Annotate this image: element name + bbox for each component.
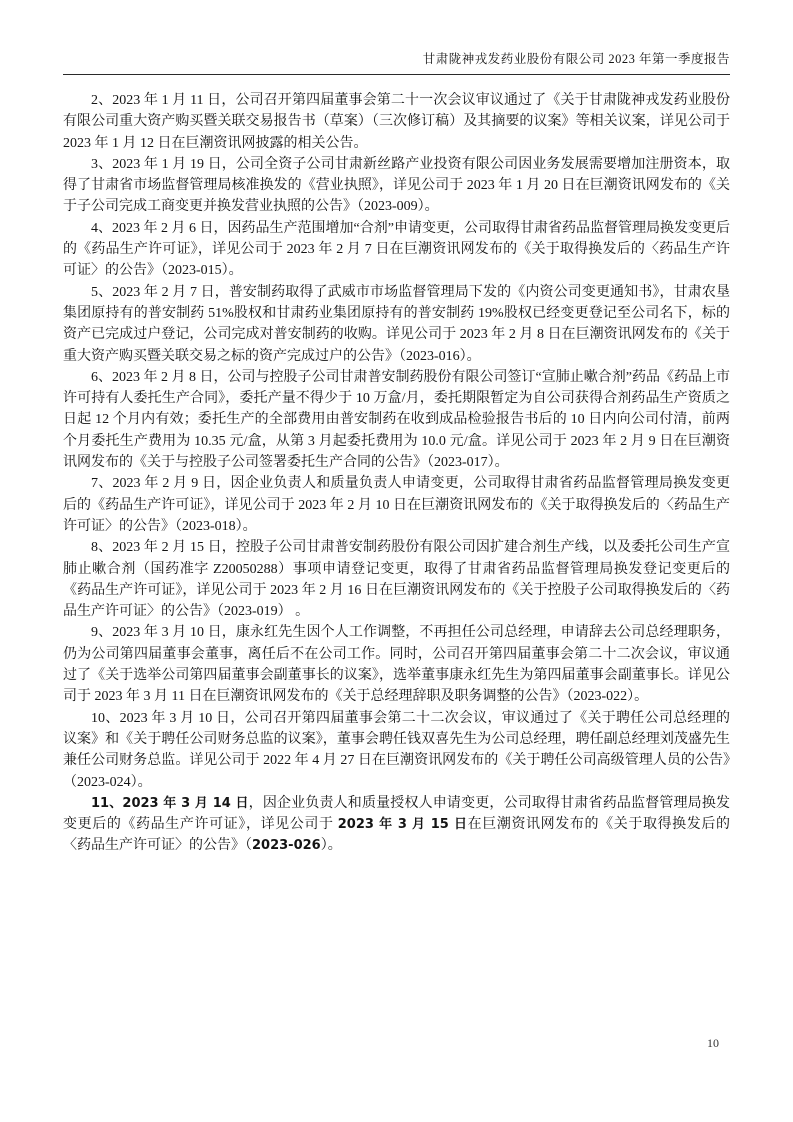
text-run: 2023-026 bbox=[252, 838, 321, 854]
text-run: 2、2023 年 1 月 11 日，公司召开第四届董事会第二十一次会议审议通过了《关于甘肃陇神戎发药业股份有限公司重大资产购买暨关联交易报告书（草案）（三次修订稿）及其摘要的议案》等相关议案，详见公司于 2023 年 1 月 12 日在巨潮资讯网披露的相关公告。 bbox=[63, 93, 730, 151]
text-run: 9、2023 年 3 月 10 日，康永红先生因个人工作调整，不再担任公司总经理，申请辞去公司总经理职务，仍为公司第四届董事会董事，离任后不在公司工作。同时，公司召开第四届董事会第二十二次会议，审议通过了《关于选举公司第四届董事会副董事长的议案》，选举董事康永红先生为第四届董事会副董事长。详见公司于 2023 年 3 月 11 日在巨潮资讯网发布的《关于总经理辞职及职务调整的公告》（2023-022）。 bbox=[63, 625, 730, 705]
paragraph bbox=[63, 622, 730, 707]
page-number: 10 bbox=[707, 1036, 719, 1050]
text-run: 4、2023 年 2 月 6 日，因药品生产范围增加“合剂”申请变更，公司取得甘肃省药品监督管理局换发变更后的《药品生产许可证》，详见公司于 2023 年 2 月 7 日在巨潮资讯网发布的《关于取得换发后的〈药品生产许可证〉的公告》（2023-015）。 bbox=[63, 220, 730, 279]
text-run: 11、 bbox=[91, 795, 123, 811]
paragraph bbox=[63, 282, 730, 367]
text-run: 3、2023 年 1 月 19 日，公司全资子公司甘肃新丝路产业投资有限公司因业务发展需要增加注册资本，取得了甘肃省市场监督管理局核准换发的《营业执照》，详见公司于 2023 年 1 月 20 日在巨潮资讯网发布的《关于子公司完成工商变更并换发营业执照的公告》（2023-009）。 bbox=[63, 156, 730, 215]
paragraph bbox=[63, 473, 730, 537]
text-run: 8、2023 年 2 月 15 日，控股子公司甘肃普安制药股份有限公司因扩建合剂生产线，以及委托公司生产宣肺止嗽合剂（国药准字 Z20050288）事项申请登记变更，取得了甘肃省药品监督管理局换发登记变更后的《药品生产许可证》，详见公司于 2023 年 2 月 16 日在巨潮资讯网发布的《关于控股子公司取得换发后的〈药品生产许可证〉的公告》（2023-019） 。 bbox=[63, 540, 730, 620]
paragraph bbox=[63, 537, 730, 622]
paragraph bbox=[63, 154, 730, 218]
text-run: 5、2023 年 2 月 7 日，普安制药取得了武威市市场监督管理局下发的《内资公司变更通知书》，甘肃农垦集团原持有的普安制药 51%股权和甘肃药业集团原持有的普安制药 19%股权已经变更登记至公司名下，标的资产已完成过户登记，公司完成对普安制药的收购。详见公司于 2023 年 2 月 8 日在巨潮资讯网发布的《关于重大资产购买暨关联交易之标的资产完成过户的公告》（2023-016）。 bbox=[63, 284, 730, 364]
text-run: 在巨潮资讯网发布的《关于取得换发后的〈药品生产许可证〉的公告》（ bbox=[63, 817, 731, 854]
text-run: 2023 年 3 月 15 日 bbox=[337, 817, 468, 833]
page-header bbox=[63, 50, 730, 75]
paragraph bbox=[63, 90, 730, 154]
paragraph bbox=[63, 218, 730, 282]
header-title: 甘肃陇神戎发药业股份有限公司 2023 年第一季度报告 bbox=[422, 52, 730, 66]
text-run: ，因企业负责人和质量授权人申请变更，公司取得甘肃省药品监督管理局换发变更后的《药品生产许可证》，详见公司于 bbox=[63, 795, 731, 833]
text-run: ）。 bbox=[320, 838, 342, 854]
paragraph bbox=[63, 708, 730, 793]
text-run: 2023 年 3 月 14 日 bbox=[122, 795, 249, 811]
text-run: 6、2023 年 2 月 8 日，公司与控股子公司甘肃普安制药股份有限公司签订“宣肺止嗽合剂”药品《药品上市许可持有人委托生产合同》，委托产量不得少于 10 万盒/月，委托期限暂定为自公司获得合剂药品生产资质之日起 12 个月内有效；委托生产的全部费用由普安制药在收到成品检验报告书后的 10 日内向公司付清，前两个月委托生产费用为 10.35 元/盒，从第 3 月起委托费用为 10.0 元/盒。详见公司于 2023 年 2 月 9 日在巨潮资讯网发布的《关于与控股子公司签署委托生产合同的公告》（2023-017）。 bbox=[63, 369, 730, 471]
paragraph bbox=[63, 367, 730, 473]
document-body bbox=[63, 90, 730, 857]
text-run: 7、2023 年 2 月 9 日，因企业负责人和质量负责人申请变更，公司取得甘肃省药品监督管理局换发变更后的《药品生产许可证》，详见公司于 2023 年 2 月 10 日在巨潮资讯网发布的《关于取得换发后的〈药品生产许可证〉的公告》（2023-018）。 bbox=[63, 476, 730, 534]
page-footer bbox=[707, 1036, 719, 1051]
text-run: 10、2023 年 3 月 10 日，公司召开第四届董事会第二十二次会议，审议通过了《关于聘任公司总经理的议案》和《关于聘任公司财务总监的议案》，董事会聘任钱双喜先生为公司总经理，聘任副总经理刘茂盛先生兼任公司财务总监。详见公司于 2022 年 4 月 27 日在巨潮资讯网发布的《关于聘任公司高级管理人员的公告》（2023-024）。 bbox=[63, 710, 730, 790]
paragraph bbox=[63, 793, 730, 857]
